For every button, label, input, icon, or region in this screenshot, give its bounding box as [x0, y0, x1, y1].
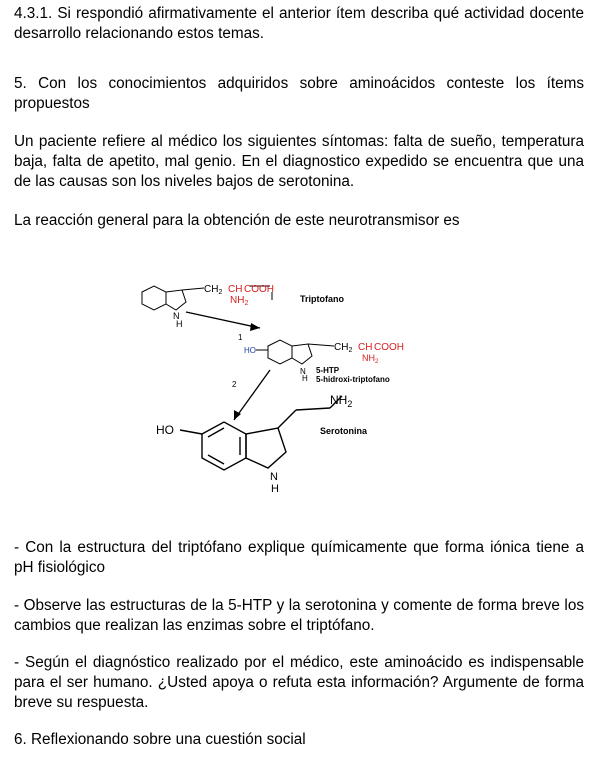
- label-5htp: 5-HTP: [316, 366, 340, 375]
- 5htp-structure: [256, 340, 334, 364]
- tryptophan-n: N: [173, 311, 180, 321]
- serotonin-nh2: $NH_2$: [330, 393, 353, 409]
- tryptophan-ch: CH: [228, 284, 243, 295]
- section-5-title: 5. Con los conocimientos adquiridos sobre aminoácidos conteste los ítems propuestos: [14, 75, 584, 112]
- tryptophan-ch2: $CH_2$: [204, 284, 223, 296]
- case-description: Un paciente refiere al médico los siguientes síntomas: falta de sueño, temperatura baja, falta de apetito, mal genio. En el diagnostico expedido se encuentra que una de las causas son los niveles bajos de serotonina.: [14, 133, 584, 190]
- tryptophan-h: H: [176, 319, 183, 329]
- tryptophan-cooh: COOH: [244, 284, 274, 295]
- question-essential-aminoacid: - Según el diagnóstico realizado por el médico, este aminoácido es indispensable para el ser humano. ¿Usted apoya o refuta esta información? Argumente de forma breve su respuesta.: [14, 654, 584, 711]
- 5htp-n: N: [300, 367, 306, 376]
- step-2-label: 2: [232, 380, 237, 389]
- label-triptofano: Triptofano: [300, 294, 344, 304]
- label-serotonina: Serotonina: [320, 426, 368, 436]
- serotonin-h: H: [271, 483, 279, 495]
- 5htp-nh2: $NH_2$: [362, 353, 379, 365]
- reaction-intro: La reacción general para la obtención de este neurotransmisor es: [14, 212, 460, 229]
- tryptophan-nh2: $NH_2$: [230, 295, 249, 307]
- paragraph-4-3-1: 4.3.1. Si respondió afirmativamente el anterior ítem describa qué actividad docente desarrollo relacionando estos temas.: [14, 5, 584, 42]
- question-enzyme-changes: - Observe las estructuras de la 5-HTP y la serotonina y comente de forma breve los cambios que realizan las enzimas sobre el triptófano.: [14, 597, 584, 634]
- step-1-label: 1: [238, 333, 243, 342]
- section-6-title: 6. Reflexionando sobre una cuestión social: [14, 731, 306, 748]
- serotonin-synthesis-scheme: [120, 270, 460, 500]
- arrow-step-1: [186, 312, 260, 328]
- 5htp-ch: CH: [358, 342, 373, 353]
- 5htp-ch2: $CH_2$: [334, 342, 353, 354]
- arrow-step-1-head: [250, 323, 260, 331]
- 5htp-cooh: COOH: [374, 342, 404, 353]
- 5htp-h: H: [302, 374, 308, 383]
- question-ionic-form: - Con la estructura del triptófano explique químicamente que forma iónica tiene a pH fisiológico: [14, 539, 584, 576]
- serotonin-ho: HO: [156, 423, 174, 437]
- 5htp-ho: HO: [244, 346, 256, 355]
- serotonin-structure: [180, 396, 342, 470]
- arrow-step-2: [234, 370, 270, 420]
- label-5htp-full: 5-hidroxi-triptofano: [316, 375, 390, 384]
- serotonin-n: N: [270, 471, 278, 483]
